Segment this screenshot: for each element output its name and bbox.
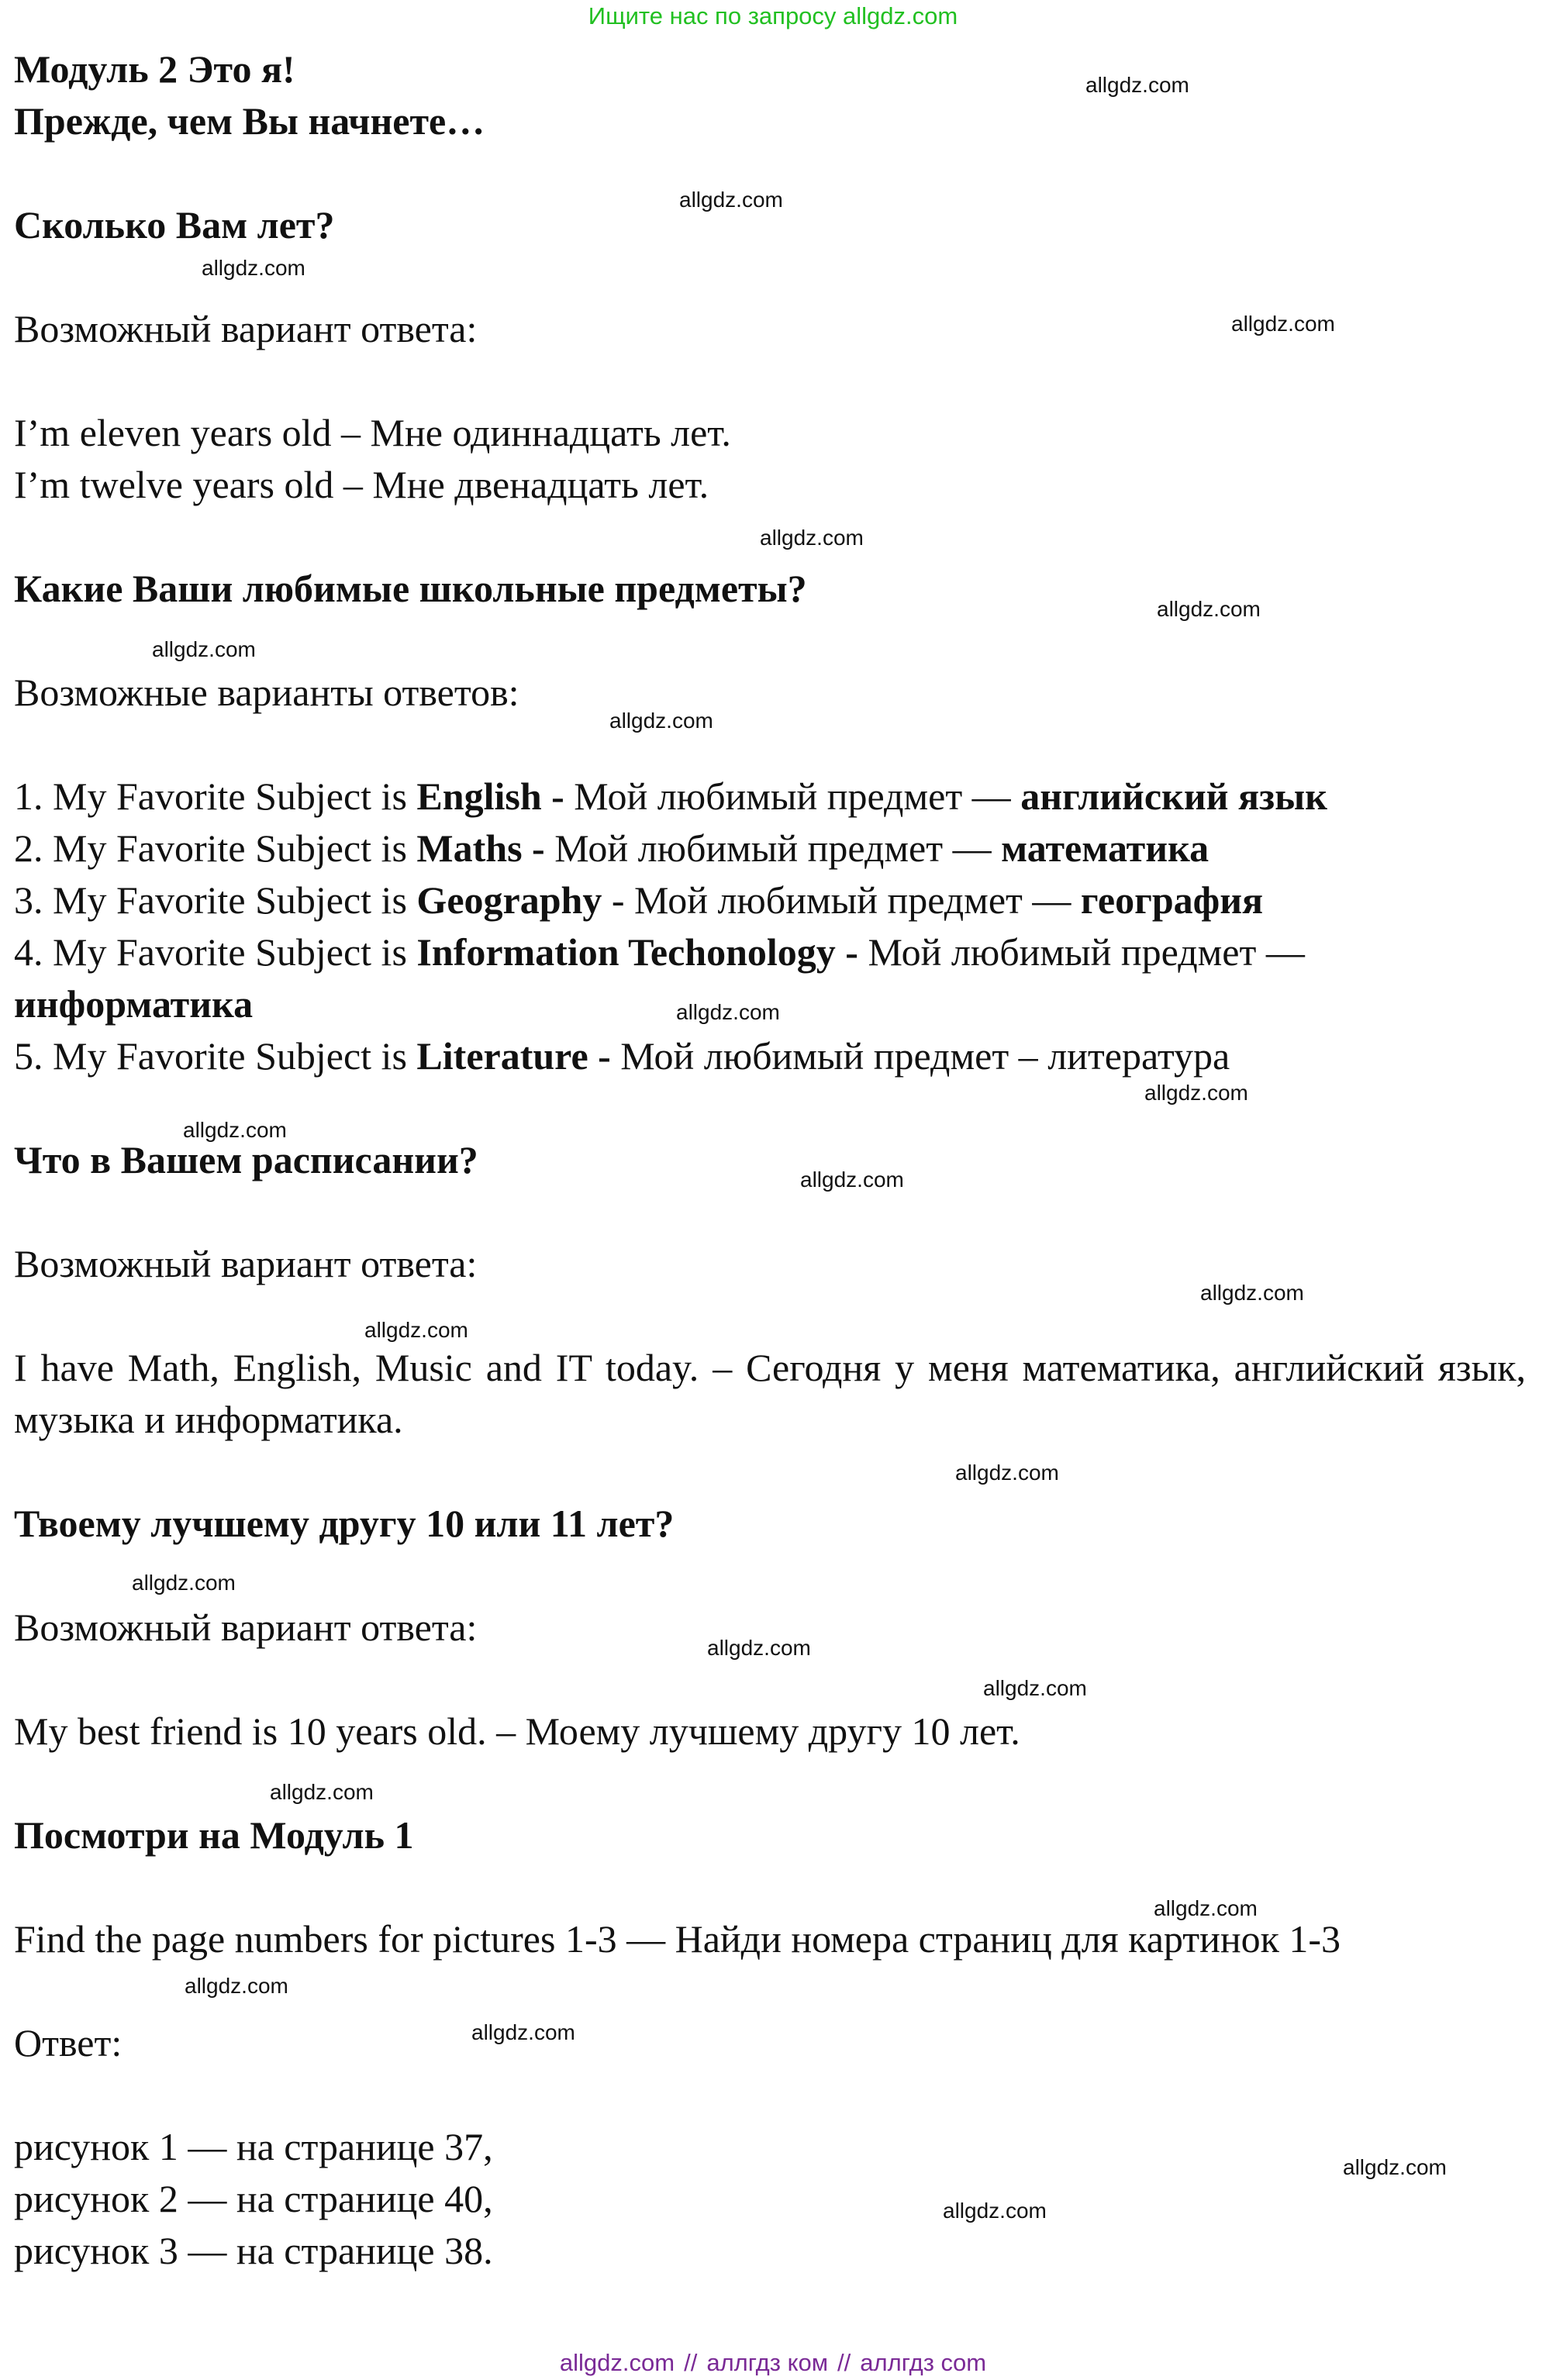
answer-picture-3: рисунок 3 — на странице 38. — [14, 2229, 493, 2272]
footer-links — [0, 2347, 1546, 2378]
answer-intro-friend: Возможный вариант ответа: — [14, 1606, 478, 1649]
answer-age-2: I’m twelve years old – Мне двенадцать лет. — [14, 463, 709, 506]
subject-item — [14, 823, 1526, 874]
watermark: allgdz.com — [270, 1780, 374, 1804]
answer-intro-subjects: Возможные варианты ответов: — [14, 671, 519, 714]
watermark: allgdz.com — [1154, 1896, 1258, 1920]
answer-picture-1: рисунок 1 — на странице 37, — [14, 2125, 493, 2168]
subject-item-ru-subj: география — [1080, 878, 1264, 922]
subject-item-subj: Geography — [416, 878, 602, 922]
watermark: allgdz.com — [983, 1676, 1087, 1700]
question-friend-age: Твоему лучшему другу 10 или 11 лет? — [14, 1502, 675, 1545]
watermark: allgdz.com — [676, 1000, 780, 1024]
answer-friend: My best friend is 10 years old. – Моему лучшему другу 10 лет. — [14, 1709, 1020, 1753]
watermark: allgdz.com — [1343, 2155, 1447, 2179]
question-schedule: Что в Вашем расписании? — [14, 1138, 478, 1181]
question-module-1: Посмотри на Модуль 1 — [14, 1813, 414, 1857]
watermark: allgdz.com — [955, 1461, 1059, 1485]
task-page-numbers: Find the page numbers for pictures 1-3 — Найди номера страниц для картинок 1-3 — [14, 1917, 1341, 1961]
footer-link-1[interactable]: allgdz.com — [559, 2349, 675, 2376]
watermark: allgdz.com — [202, 256, 305, 280]
subject-item-ru: Мой любимый предмет — — [633, 878, 1081, 922]
subject-item-ru-subj: литература — [1047, 1034, 1230, 1078]
watermark: allgdz.com — [471, 2020, 575, 2044]
footer-separator: // — [837, 2349, 851, 2376]
watermark: allgdz.com — [1200, 1281, 1304, 1305]
answer-label: Ответ: — [14, 2021, 123, 2064]
subject-item-sep: - — [835, 930, 868, 974]
subject-item-n: 2. My Favorite Subject is — [14, 826, 417, 870]
watermark: allgdz.com — [132, 1571, 236, 1595]
watermark: allgdz.com — [1157, 597, 1261, 621]
subject-item-ru: Мой любимый предмет — — [574, 774, 1021, 818]
subject-item-ru-subj: информатика — [14, 982, 254, 1026]
subject-item-ru: Мой любимый предмет — — [868, 930, 1305, 974]
watermark: allgdz.com — [183, 1118, 287, 1142]
answer-picture-2: рисунок 2 — на странице 40, — [14, 2177, 493, 2220]
watermark: allgdz.com — [364, 1318, 468, 1342]
footer-link-3[interactable]: аллгдз com — [860, 2349, 987, 2376]
subject-item-subj: Literature — [416, 1034, 588, 1078]
watermark: allgdz.com — [760, 526, 864, 550]
module-subtitle: Прежде, чем Вы начнете… — [14, 99, 485, 143]
watermark: allgdz.com — [1144, 1081, 1248, 1105]
subject-item-ru: Мой любимый предмет – — [620, 1034, 1048, 1078]
answer-intro-age: Возможный вариант ответа: — [14, 307, 478, 350]
subject-item — [14, 1030, 1526, 1082]
watermark: allgdz.com — [185, 1974, 288, 1998]
subject-list — [14, 771, 1526, 1082]
footer-separator: // — [684, 2349, 698, 2376]
watermark: allgdz.com — [1231, 312, 1335, 336]
module-title: Модуль 2 Это я! — [14, 47, 295, 91]
question-subjects: Какие Ваши любимые школьные предметы? — [14, 567, 807, 610]
subject-item-sep: - — [602, 878, 634, 922]
question-age: Сколько Вам лет? — [14, 203, 335, 247]
subject-item-ru: Мой любимый предмет — — [554, 826, 1002, 870]
answer-age-1: I’m eleven years old – Мне одиннадцать лет. — [14, 411, 731, 454]
subject-item-subj: Information Techonology — [416, 930, 836, 974]
answer-intro-schedule: Возможный вариант ответа: — [14, 1242, 478, 1285]
subject-item-sep: - — [522, 826, 555, 870]
watermark: allgdz.com — [707, 1636, 811, 1660]
watermark: allgdz.com — [1085, 73, 1189, 97]
subject-item-n: 4. My Favorite Subject is — [14, 930, 417, 974]
watermark: allgdz.com — [943, 2199, 1047, 2223]
subject-item-sep: - — [588, 1034, 621, 1078]
subject-item — [14, 771, 1526, 823]
subject-item-ru-subj: математика — [1001, 826, 1210, 870]
subject-item-ru-subj: английский язык — [1020, 774, 1327, 818]
subject-item-n: 5. My Favorite Subject is — [14, 1034, 417, 1078]
watermark: allgdz.com — [152, 637, 256, 661]
document-body — [14, 43, 1526, 2277]
footer-link-2[interactable]: аллгдз ком — [706, 2349, 829, 2376]
watermark: allgdz.com — [609, 709, 713, 733]
subject-item-n: 3. My Favorite Subject is — [14, 878, 417, 922]
answer-schedule: I have Math, English, Music and IT today. – Сегодня у меня математика, английский язык, музыка и информатика. — [14, 1346, 1526, 1441]
top-banner[interactable]: Ищите нас по запросу allgdz.com — [588, 2, 958, 29]
subject-item-sep: - — [541, 774, 575, 818]
subject-item-n: 1. My Favorite Subject is — [14, 774, 417, 818]
watermark: allgdz.com — [800, 1168, 904, 1192]
watermark: allgdz.com — [679, 188, 783, 212]
subject-item-subj: Maths — [416, 826, 523, 870]
subject-item — [14, 874, 1526, 926]
subject-item-subj: English — [416, 774, 542, 818]
